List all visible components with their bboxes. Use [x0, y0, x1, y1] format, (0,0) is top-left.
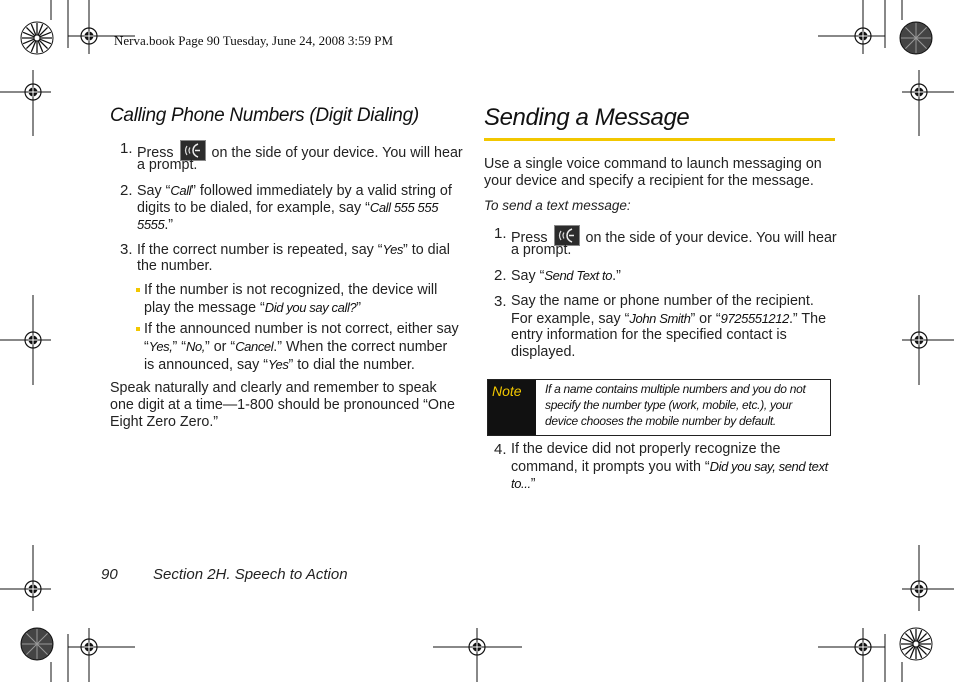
starburst-target-icon: [900, 22, 932, 54]
note-label: Note: [488, 380, 536, 435]
bullet-icon: [136, 288, 140, 292]
left-paragraph: Speak naturally and clearly and remember to speak one digit at a time—1-800 should be pronounced “One Eight Zero Zero.”: [110, 380, 455, 431]
intro-paragraph: Use a single voice command to launch messaging on your device and specify a recipient for the message.: [484, 156, 822, 190]
procedure-subhead: To send a text message:: [484, 198, 631, 213]
left-steps: 1. Press on the side of your device. You will hear a prompt. 2. Say “Call” followed immediately by a valid string of digits to be dialed, for example, say “Call 555 555 5555.” 3. If the correct number is repeated, say “Yes” to dial the number. If the number is not recognized, the device will play the message “Did you say call?” If the announced number is not correct, either say “Yes,” “No,” or “Cancel.” When the correct number is announced, say “Yes” to dial the number.: [120, 140, 463, 374]
right-steps: 1. Press on the side of your device. You will hear a prompt. 2. Say “Send Text to.” 3. Say the name or phone number of the recipient. For example, say “John Smith” or “9725551212.” The entry information for the specified contact is displayed.: [494, 225, 837, 360]
right-step-4: 4. If the device did not properly recognize the command, it prompts you with “Did you say, send text to...”: [494, 441, 828, 492]
note-box: [487, 379, 831, 436]
left-section-title: Calling Phone Numbers (Digit Dialing): [110, 105, 419, 126]
title-rule: [484, 138, 835, 141]
starburst-target-icon: [21, 628, 53, 660]
starburst-target-icon: [900, 628, 932, 660]
left-bullet-1: If the number is not recognized, the device will play the message “Did you say call?”: [136, 282, 437, 317]
left-bullet-2: If the announced number is not correct, either say “Yes,” “No,” or “Cancel.” When the correct number is announced, say “Yes” to dial the number.: [136, 321, 459, 375]
running-head: Nerva.book Page 90 Tuesday, June 24, 2008 3:59 PM: [114, 33, 394, 48]
footer-section: Section 2H. Speech to Action: [153, 566, 348, 583]
bullet-icon: [136, 327, 140, 331]
page-number: 90: [101, 566, 118, 583]
note-text: If a name contains multiple numbers and you do not specify the number type (work, mobile, etc.), your device chooses the mobile number by default.: [545, 382, 806, 428]
section-title: Sending a Message: [484, 104, 690, 131]
starburst-target-icon: [21, 22, 53, 54]
